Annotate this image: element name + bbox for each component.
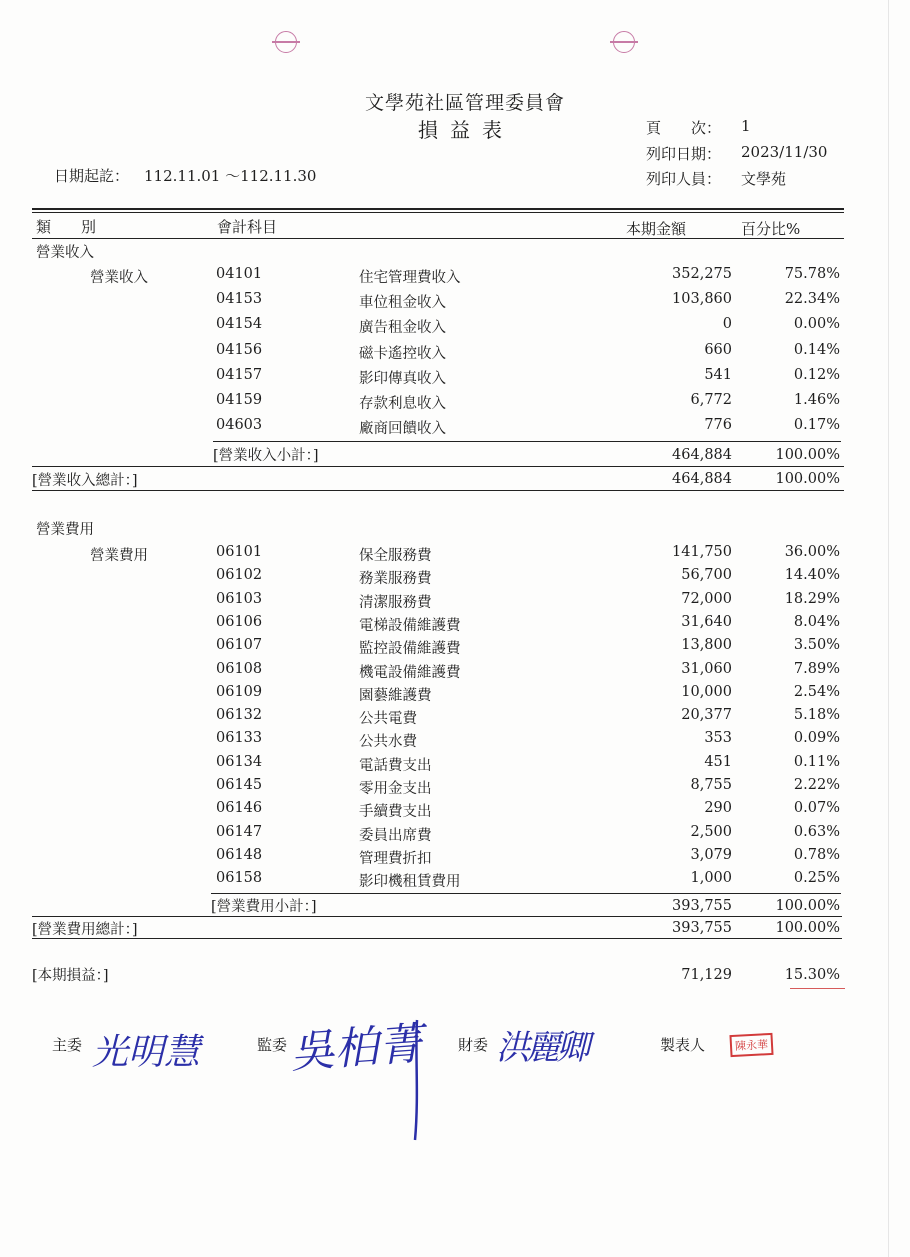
preparer-stamp: 陳永華 (729, 1033, 773, 1057)
account-name: 委員出席費 (359, 827, 432, 844)
account-amount: 451 (704, 753, 732, 770)
account-name: 影印傳真收入 (359, 370, 446, 387)
account-name: 電梯設備維護費 (359, 617, 461, 634)
account-percent: 0.25% (793, 870, 840, 887)
finance-label: 財委 (458, 1036, 489, 1054)
supervisor-signature: 吳柏菁 (288, 1018, 424, 1079)
account-name: 影印機租賃費用 (359, 874, 461, 891)
account-percent: 0.09% (793, 730, 840, 747)
expense-section-label: 營業費用 (36, 522, 94, 538)
account-percent: 1.46% (793, 392, 840, 408)
account-code: 06134 (216, 753, 263, 770)
account-amount: 1,000 (690, 870, 732, 887)
account-amount: 31,060 (681, 660, 732, 677)
revenue-subtotal-amount: 464,884 (672, 447, 732, 463)
account-percent: 18.29% (784, 590, 840, 607)
preparer-label: 製表人 (660, 1036, 706, 1054)
print-date-value: 2023/11/30 (741, 143, 828, 161)
account-code: 06107 (216, 637, 263, 654)
account-code: 06108 (216, 660, 263, 677)
expense-subtotal-pct: 100.00% (775, 898, 840, 914)
header-top-rule-2 (32, 212, 844, 213)
expense-total-top-rule (32, 916, 842, 917)
account-name: 公共電費 (359, 711, 417, 728)
account-name: 務業服務費 (359, 571, 432, 588)
account-amount: 660 (704, 341, 732, 358)
account-amount: 56,700 (681, 567, 732, 584)
account-amount: 290 (704, 800, 732, 817)
account-name: 存款利息收入 (359, 396, 446, 412)
revenue-subtotal-label: [營業收入小計：] (213, 448, 319, 464)
account-name: 公共水費 (359, 734, 417, 751)
report-title: 損益表 (418, 118, 514, 142)
revenue-total-bottom-rule (32, 490, 844, 491)
chair-signature: 光明慧 (92, 1032, 201, 1073)
account-amount: 352,275 (672, 266, 732, 282)
account-name: 保全服務費 (359, 548, 432, 564)
account-amount: 31,640 (681, 613, 732, 630)
expense-total-amount: 393,755 (672, 920, 732, 936)
account-name: 電話費支出 (359, 757, 432, 774)
expense-total-pct: 100.00% (775, 920, 840, 936)
header-top-rule (32, 208, 844, 210)
revenue-group-label: 營業收入 (90, 270, 148, 286)
account-percent: 0.11% (793, 753, 840, 770)
revenue-total-top-rule (32, 466, 844, 467)
revenue-subtotal-rule (213, 441, 841, 442)
account-percent: 2.22% (793, 777, 840, 793)
account-percent: 2.54% (793, 683, 840, 700)
binder-hole-right (613, 31, 635, 53)
chair-label: 主委 (52, 1036, 83, 1054)
account-percent: 75.78% (784, 266, 840, 282)
expense-total-label: [營業費用總計：] (32, 922, 138, 938)
account-amount: 3,079 (690, 846, 732, 863)
account-code: 04159 (216, 392, 263, 408)
account-percent: 0.14% (793, 341, 840, 358)
account-percent: 0.07% (793, 800, 840, 817)
print-date-label: 列印日期： (646, 145, 722, 163)
account-name: 手續費支出 (359, 804, 432, 821)
expense-total-bottom-rule (32, 938, 842, 939)
scan-edge (888, 0, 889, 1257)
account-code: 06132 (216, 707, 263, 724)
account-code: 06109 (216, 683, 263, 700)
account-percent: 22.34% (784, 291, 840, 308)
expense-subtotal-amount: 393,755 (672, 898, 732, 914)
account-name: 磁卡遙控收入 (359, 345, 446, 362)
account-code: 06145 (216, 777, 263, 793)
profit-pct: 15.30% (784, 967, 840, 983)
page-value: 1 (741, 117, 751, 135)
col-account: 會計科目 (217, 218, 278, 236)
account-code: 06133 (216, 730, 263, 747)
account-amount: 141,750 (672, 544, 732, 560)
account-name: 廠商回饋收入 (359, 421, 446, 438)
account-percent: 0.17% (793, 417, 840, 434)
revenue-total-label: [營業收入總計：] (32, 473, 138, 489)
col-percent: 百分比% (741, 220, 801, 238)
binder-hole-left (275, 31, 297, 53)
profit-red-mark (790, 988, 845, 989)
account-code: 06101 (216, 544, 263, 560)
account-code: 06147 (216, 823, 263, 840)
account-name: 車位租金收入 (359, 295, 446, 312)
account-name: 住宅管理費收入 (359, 270, 461, 286)
account-amount: 20,377 (681, 707, 732, 724)
revenue-total-amount: 464,884 (672, 471, 732, 487)
account-code: 04101 (216, 266, 263, 282)
account-percent: 5.18% (793, 707, 840, 724)
account-percent: 36.00% (784, 544, 840, 560)
account-amount: 10,000 (681, 683, 732, 700)
supervisor-label: 監委 (257, 1036, 288, 1054)
date-range-label: 日期起訖： (54, 167, 130, 185)
revenue-section-label: 營業收入 (36, 245, 94, 261)
account-amount: 6,772 (690, 392, 732, 408)
expense-group-label: 營業費用 (90, 548, 148, 564)
account-name: 園藝維護費 (359, 687, 432, 704)
profit-amount: 71,129 (681, 967, 732, 983)
account-amount: 72,000 (681, 590, 732, 607)
profit-label: [本期損益：] (32, 968, 109, 984)
col-category: 類 別 (36, 218, 97, 236)
account-amount: 541 (704, 366, 732, 383)
account-code: 06106 (216, 613, 263, 630)
account-name: 零用金支出 (359, 781, 432, 797)
account-code: 04157 (216, 366, 263, 383)
account-amount: 776 (704, 417, 732, 434)
header-bottom-rule (32, 238, 844, 239)
revenue-total-pct: 100.00% (775, 471, 840, 487)
col-amount: 本期金額 (626, 220, 687, 238)
account-percent: 7.89% (793, 660, 840, 677)
account-code: 06146 (216, 800, 263, 817)
expense-subtotal-label: [營業費用小計：] (211, 899, 317, 915)
printer-label: 列印人員： (646, 170, 722, 188)
page-label: 頁 次： (646, 119, 722, 137)
account-percent: 0.63% (793, 823, 840, 840)
account-name: 監控設備維護費 (359, 641, 461, 658)
account-percent: 14.40% (784, 567, 840, 584)
account-code: 04603 (216, 417, 263, 434)
account-amount: 2,500 (690, 823, 732, 840)
organization-title: 文學苑社區管理委員會 (365, 92, 566, 114)
date-range-value: 112.11.01 ～112.11.30 (144, 167, 317, 185)
account-code: 06103 (216, 590, 263, 607)
account-percent: 0.12% (793, 366, 840, 383)
printer-value: 文學苑 (741, 170, 787, 188)
finance-signature: 洪麗卿 (496, 1028, 586, 1068)
account-name: 廣告租金收入 (359, 320, 446, 337)
expense-subtotal-rule (211, 893, 841, 894)
account-code: 06102 (216, 567, 263, 584)
account-percent: 0.00% (793, 316, 840, 333)
signature-stroke (395, 1015, 435, 1145)
account-name: 機電設備維護費 (359, 664, 461, 681)
account-amount: 353 (704, 730, 732, 747)
account-code: 06158 (216, 870, 263, 887)
account-amount: 0 (722, 316, 732, 333)
account-percent: 0.78% (793, 846, 840, 863)
account-code: 06148 (216, 846, 263, 863)
account-name: 清潔服務費 (359, 594, 432, 611)
account-amount: 13,800 (681, 637, 732, 654)
account-code: 04154 (216, 316, 263, 333)
account-name: 管理費折扣 (359, 850, 432, 867)
account-code: 04153 (216, 291, 263, 308)
account-code: 04156 (216, 341, 263, 358)
account-percent: 3.50% (793, 637, 840, 654)
account-amount: 103,860 (672, 291, 732, 308)
account-amount: 8,755 (690, 777, 732, 793)
revenue-subtotal-pct: 100.00% (775, 447, 840, 463)
account-percent: 8.04% (793, 613, 840, 630)
